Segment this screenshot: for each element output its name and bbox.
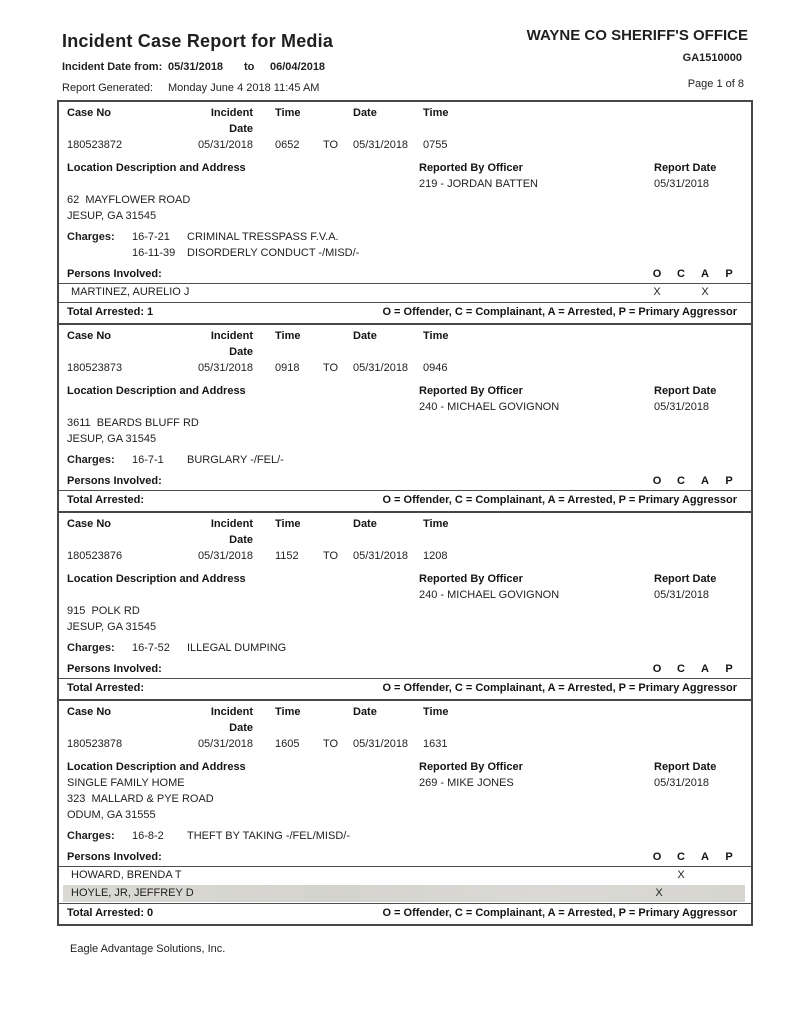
time-to-value: 0946 bbox=[423, 362, 448, 374]
report-date-value: 05/31/2018 bbox=[654, 589, 710, 601]
date-to-value: 06/04/2018 bbox=[270, 61, 326, 73]
flag-column-headers bbox=[645, 849, 743, 865]
persons-involved-label: Persons Involved: bbox=[67, 851, 162, 863]
reported-by-label: Reported By Officer bbox=[419, 385, 523, 397]
case-block-180523878 bbox=[57, 699, 753, 926]
person-flags bbox=[647, 885, 745, 902]
location-description bbox=[67, 176, 419, 192]
charge-row bbox=[67, 452, 743, 468]
primary-aggressor-mark bbox=[717, 284, 741, 301]
person-name: HOWARD, BRENDA T bbox=[71, 869, 182, 881]
to-word: TO bbox=[323, 738, 339, 750]
location-officer-values bbox=[67, 399, 743, 415]
flag-column-headers bbox=[645, 473, 743, 489]
page-number: Page 1 of 8 bbox=[687, 78, 744, 90]
reported-by-label: Reported By Officer bbox=[419, 162, 523, 174]
arrested-mark bbox=[693, 867, 717, 884]
incident-date-value: 05/31/2018 bbox=[197, 550, 253, 562]
date-to-value: 05/31/2018 bbox=[353, 139, 409, 151]
arrested-mark: X bbox=[701, 286, 709, 298]
officer-value: 240 - MICHAEL GOVIGNON bbox=[419, 401, 560, 413]
total-arrested-row bbox=[67, 679, 743, 697]
case-header-labels bbox=[67, 328, 743, 360]
report-date-value: 05/31/2018 bbox=[654, 401, 710, 413]
location-officer-labels bbox=[67, 571, 743, 587]
address-line: ODUM, GA 31555 bbox=[67, 809, 156, 821]
date-label: Date bbox=[353, 107, 377, 119]
location-label: Location Description and Address bbox=[67, 162, 246, 174]
total-arrested: Total Arrested: bbox=[67, 494, 145, 506]
persons-involved-header bbox=[67, 661, 743, 677]
incident-date-label: Incident Date bbox=[210, 330, 253, 358]
date-to-value: 05/31/2018 bbox=[353, 362, 409, 374]
total-arrested-value: 0 bbox=[147, 907, 154, 919]
charge-code: 16-7-1 bbox=[132, 454, 164, 466]
location-officer-labels bbox=[67, 160, 743, 176]
date-to-value: 05/31/2018 bbox=[353, 738, 409, 750]
complainant-mark bbox=[671, 885, 695, 902]
location-officer-values bbox=[67, 775, 743, 791]
case-no-value: 180523873 bbox=[67, 362, 123, 374]
primary-aggressor-mark bbox=[719, 885, 743, 902]
report-date-label: Report Date bbox=[654, 385, 717, 397]
total-arrested-row bbox=[67, 491, 743, 509]
person-name: MARTINEZ, AURELIO J bbox=[71, 286, 190, 298]
time-to-value: 1631 bbox=[423, 738, 448, 750]
case-header-labels bbox=[67, 516, 743, 548]
date-label: Date bbox=[353, 330, 377, 342]
offender-column-header: O bbox=[652, 268, 662, 280]
location-label: Location Description and Address bbox=[67, 385, 246, 397]
case-header-values bbox=[67, 736, 743, 752]
charges-label: Charges: bbox=[67, 231, 115, 243]
report-generated-line bbox=[62, 80, 748, 96]
page-title: Incident Case Report for Media bbox=[62, 31, 334, 51]
persons-involved-label: Persons Involved: bbox=[67, 663, 162, 675]
time-label: Time bbox=[275, 518, 301, 530]
date-label: Date bbox=[353, 706, 377, 718]
flag-column-headers bbox=[645, 266, 743, 282]
spacer bbox=[323, 328, 353, 360]
primary-aggressor-column-header: P bbox=[725, 851, 733, 863]
charge-description: DISORDERLY CONDUCT -/MISD/- bbox=[187, 247, 360, 259]
case-no-label: Case No bbox=[67, 518, 112, 530]
time-label: Time bbox=[423, 518, 449, 530]
location-description bbox=[67, 587, 419, 603]
charge-row bbox=[67, 245, 743, 261]
case-header-values bbox=[67, 360, 743, 376]
offender-mark bbox=[645, 867, 669, 884]
to-word: TO bbox=[323, 362, 339, 374]
case-no-value: 180523876 bbox=[67, 550, 123, 562]
complainant-mark bbox=[669, 284, 693, 301]
person-flags bbox=[645, 867, 743, 884]
report-date-label: Report Date bbox=[654, 162, 717, 174]
spacer bbox=[323, 105, 353, 137]
primary-aggressor-mark bbox=[717, 867, 741, 884]
time-from-value: 1605 bbox=[275, 738, 300, 750]
total-arrested-value: 1 bbox=[147, 306, 154, 318]
arrested-column-header: A bbox=[701, 475, 709, 487]
charge-code: 16-7-52 bbox=[132, 642, 170, 654]
charges-label: Charges: bbox=[67, 642, 115, 654]
case-no-label: Case No bbox=[67, 706, 112, 718]
incident-date-from-label: Incident Date from: bbox=[62, 61, 163, 73]
officer-value: 269 - MIKE JONES bbox=[419, 777, 514, 789]
arrested-column-header: A bbox=[701, 663, 709, 675]
flag-column-headers bbox=[645, 661, 743, 677]
case-no-label: Case No bbox=[67, 330, 112, 342]
date-to-value: 05/31/2018 bbox=[353, 550, 409, 562]
case-block-180523873 bbox=[57, 323, 753, 513]
persons-involved-header bbox=[67, 473, 743, 489]
charge-description: CRIMINAL TRESSPASS F.V.A. bbox=[187, 231, 339, 243]
primary-aggressor-column-header: P bbox=[725, 475, 733, 487]
person-row bbox=[67, 867, 743, 884]
address-line: JESUP, GA 31545 bbox=[67, 433, 157, 445]
offender-mark: X bbox=[655, 887, 663, 899]
to-word: to bbox=[244, 61, 255, 73]
incident-date-range bbox=[62, 59, 748, 75]
location-officer-values bbox=[67, 176, 743, 192]
offender-column-header: O bbox=[652, 475, 662, 487]
vendor-footer: Eagle Advantage Solutions, Inc. bbox=[70, 943, 226, 955]
date-from-value: 05/31/2018 bbox=[168, 61, 224, 73]
complainant-column-header: C bbox=[677, 475, 685, 487]
incident-date-label: Incident Date bbox=[210, 706, 253, 734]
incident-date-label: Incident Date bbox=[210, 107, 253, 135]
charge-row bbox=[67, 229, 743, 245]
charge-code: 16-7-21 bbox=[132, 231, 170, 243]
address-line: 915 POLK RD bbox=[67, 605, 140, 617]
document-header bbox=[0, 0, 791, 100]
spacer bbox=[323, 704, 353, 736]
officer-value: 240 - MICHAEL GOVIGNON bbox=[419, 589, 560, 601]
charges-label: Charges: bbox=[67, 830, 115, 842]
spacer bbox=[323, 516, 353, 548]
officer-value: 219 - JORDAN BATTEN bbox=[419, 178, 538, 190]
report-body bbox=[57, 100, 753, 926]
time-label: Time bbox=[275, 107, 301, 119]
charge-code: 16-11-39 bbox=[132, 247, 176, 259]
address-line: 323 MALLARD & PYE ROAD bbox=[67, 793, 214, 805]
offender-column-header: O bbox=[652, 663, 662, 675]
complainant-mark: X bbox=[677, 869, 685, 881]
address-line: JESUP, GA 31545 bbox=[67, 210, 157, 222]
time-label: Time bbox=[423, 706, 449, 718]
primary-aggressor-column-header: P bbox=[725, 663, 733, 675]
time-label: Time bbox=[275, 330, 301, 342]
location-officer-values bbox=[67, 587, 743, 603]
time-label: Time bbox=[423, 107, 449, 119]
case-header-values bbox=[67, 548, 743, 564]
charge-description: ILLEGAL DUMPING bbox=[187, 642, 287, 654]
total-arrested: Total Arrested: bbox=[67, 682, 145, 694]
case-block-180523872 bbox=[57, 100, 753, 325]
reported-by-label: Reported By Officer bbox=[419, 761, 523, 773]
time-label: Time bbox=[275, 706, 301, 718]
case-block-180523876 bbox=[57, 511, 753, 701]
persons-involved-label: Persons Involved: bbox=[67, 268, 162, 280]
to-word: TO bbox=[323, 139, 339, 151]
arrested-column-header: A bbox=[701, 851, 709, 863]
report-date-value: 05/31/2018 bbox=[654, 178, 710, 190]
location-description: SINGLE FAMILY HOME bbox=[67, 777, 185, 789]
case-no-label: Case No bbox=[67, 107, 112, 119]
flag-legend: O = Offender, C = Complainant, A = Arrested, P = Primary Aggressor bbox=[382, 682, 737, 694]
address-line: 62 MAYFLOWER ROAD bbox=[67, 194, 191, 206]
location-description bbox=[67, 399, 419, 415]
time-to-value: 1208 bbox=[423, 550, 448, 562]
report-date-label: Report Date bbox=[654, 573, 717, 585]
person-row bbox=[67, 284, 743, 301]
charge-description: THEFT BY TAKING -/FEL/MISD/- bbox=[187, 830, 350, 842]
location-officer-labels bbox=[67, 759, 743, 775]
time-to-value: 0755 bbox=[423, 139, 448, 151]
time-from-value: 0918 bbox=[275, 362, 300, 374]
time-from-value: 1152 bbox=[275, 550, 299, 562]
complainant-column-header: C bbox=[677, 268, 685, 280]
address-line: 3611 BEARDS BLUFF RD bbox=[67, 417, 199, 429]
agency-ori-code: GA1510000 bbox=[682, 52, 742, 64]
arrested-mark bbox=[695, 885, 719, 902]
flag-legend: O = Offender, C = Complainant, A = Arrested, P = Primary Aggressor bbox=[382, 494, 737, 506]
charge-row bbox=[67, 640, 743, 656]
report-date-value: 05/31/2018 bbox=[654, 777, 710, 789]
to-word: TO bbox=[323, 550, 339, 562]
location-label: Location Description and Address bbox=[67, 761, 246, 773]
incident-date-label: Incident Date bbox=[210, 518, 253, 546]
complainant-column-header: C bbox=[677, 663, 685, 675]
incident-date-value: 05/31/2018 bbox=[197, 362, 253, 374]
report-generated-label: Report Generated: bbox=[62, 82, 154, 94]
incident-date-value: 05/31/2018 bbox=[197, 139, 253, 151]
offender-column-header: O bbox=[652, 851, 662, 863]
person-row-highlighted bbox=[63, 885, 745, 902]
charge-code: 16-8-2 bbox=[132, 830, 164, 842]
reported-by-label: Reported By Officer bbox=[419, 573, 523, 585]
case-no-value: 180523878 bbox=[67, 738, 123, 750]
charge-row bbox=[67, 828, 743, 844]
incident-date-value: 05/31/2018 bbox=[197, 738, 253, 750]
location-label: Location Description and Address bbox=[67, 573, 246, 585]
total-arrested: Total Arrested: 0 bbox=[67, 907, 154, 919]
person-name: HOYLE, JR, JEFFREY D bbox=[71, 887, 194, 899]
persons-involved-label: Persons Involved: bbox=[67, 475, 162, 487]
report-generated-value: Monday June 4 2018 11:45 AM bbox=[168, 82, 320, 94]
agency-name: WAYNE CO SHERIFF'S OFFICE bbox=[526, 27, 748, 44]
spacer bbox=[67, 245, 132, 261]
complainant-column-header: C bbox=[677, 851, 685, 863]
case-header-labels bbox=[67, 704, 743, 736]
location-officer-labels bbox=[67, 383, 743, 399]
total-arrested: Total Arrested: 1 bbox=[67, 306, 154, 318]
arrested-column-header: A bbox=[701, 268, 709, 280]
total-arrested-row bbox=[67, 904, 743, 922]
flag-legend: O = Offender, C = Complainant, A = Arrested, P = Primary Aggressor bbox=[382, 306, 737, 318]
total-arrested-row bbox=[67, 303, 743, 321]
address-line: JESUP, GA 31545 bbox=[67, 621, 157, 633]
charge-description: BURGLARY -/FEL/- bbox=[187, 454, 284, 466]
offender-mark: X bbox=[653, 286, 661, 298]
case-no-value: 180523872 bbox=[67, 139, 123, 151]
case-header-values bbox=[67, 137, 743, 153]
person-flags bbox=[645, 284, 743, 301]
time-from-value: 0652 bbox=[275, 139, 300, 151]
date-label: Date bbox=[353, 518, 377, 530]
case-header-labels bbox=[67, 105, 743, 137]
persons-involved-header bbox=[67, 849, 743, 865]
charges-label: Charges: bbox=[67, 454, 115, 466]
persons-involved-header bbox=[67, 266, 743, 282]
primary-aggressor-column-header: P bbox=[725, 268, 733, 280]
time-label: Time bbox=[423, 330, 449, 342]
report-date-label: Report Date bbox=[654, 761, 717, 773]
flag-legend: O = Offender, C = Complainant, A = Arrested, P = Primary Aggressor bbox=[382, 907, 737, 919]
